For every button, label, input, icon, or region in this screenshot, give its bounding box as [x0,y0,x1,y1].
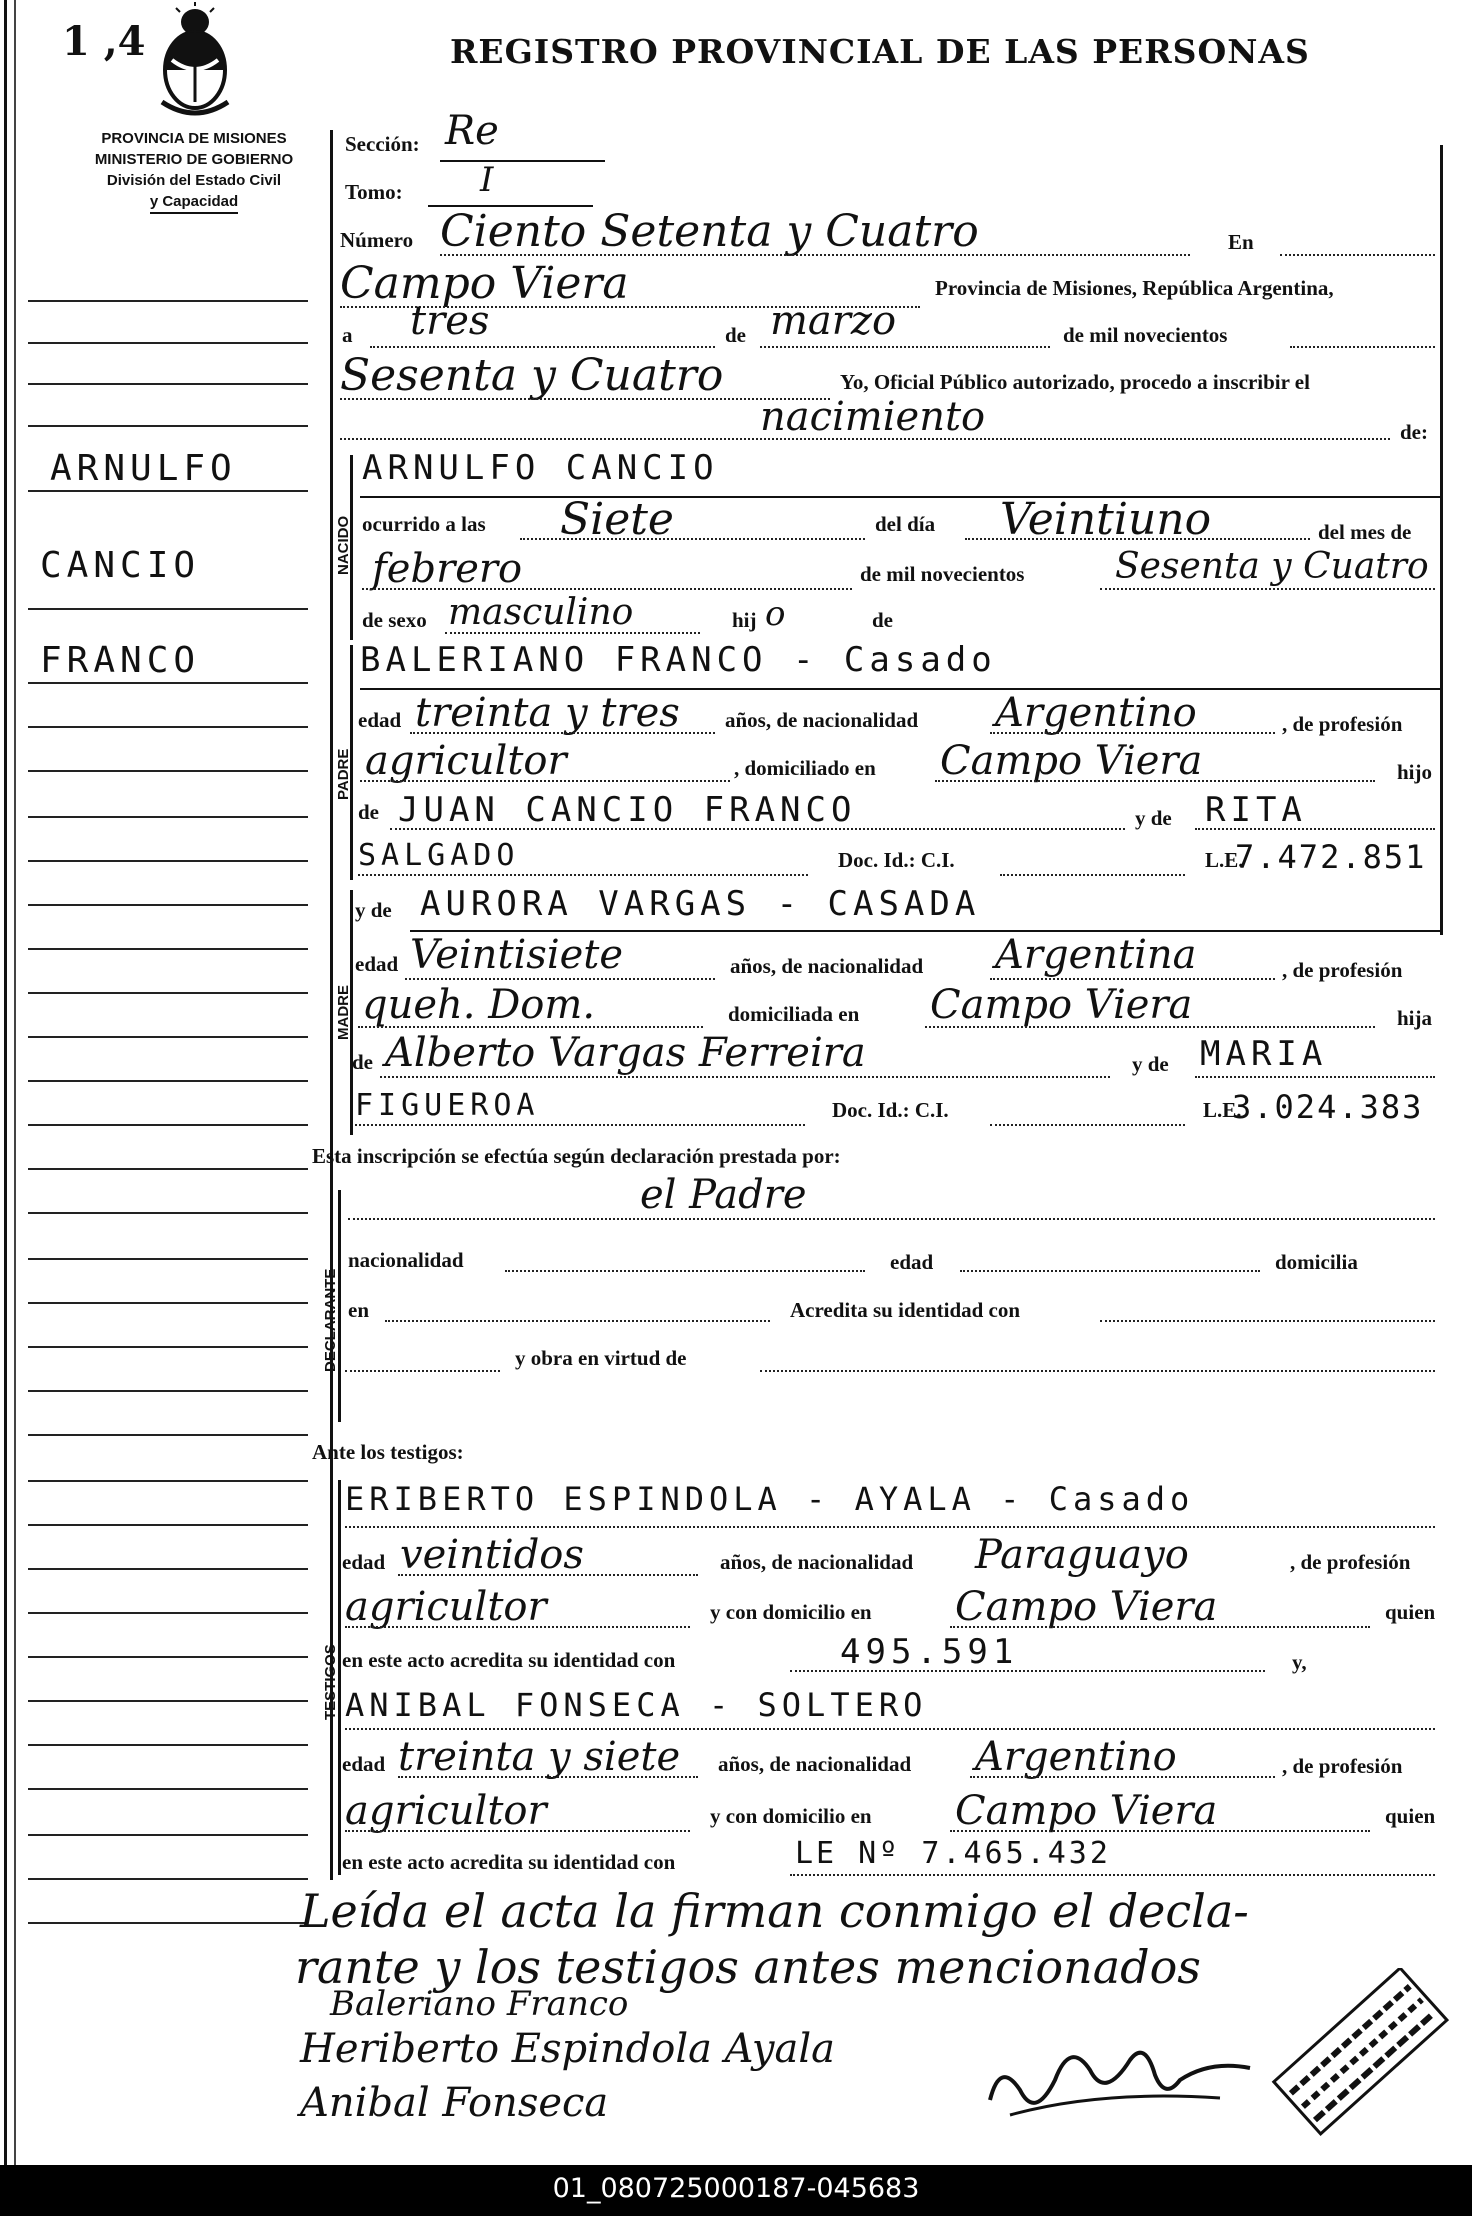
signature-testigo-2: Anibal Fonseca [300,2080,609,2126]
label-hijo: hijo [1397,760,1433,784]
label-de-sexo: de sexo [362,608,427,632]
value-lugar: Campo Viera [340,258,629,309]
value-anio-nac: Sesenta y Cuatro [1115,546,1429,587]
value-t2-dom: Campo Viera [955,1788,1218,1834]
margin-name: FRANCO [40,640,201,681]
label-edad: edad [342,1550,386,1574]
coat-of-arms-icon [150,2,240,124]
value-madre-prof: queh. Dom. [362,982,596,1028]
value-t2-edad: treinta y siete [398,1734,681,1780]
section-label-madre: MADRE [335,985,352,1040]
margin-name: CANCIO [40,545,201,586]
value-madre-edad: Veintisiete [410,932,624,978]
value-acto: nacimiento [760,394,986,440]
binding-line [14,0,16,2165]
label-testigos: Ante los testigos: [312,1440,464,1464]
field-line [1290,346,1435,348]
field-line [520,538,865,540]
label-del-dia: del día [875,512,936,536]
label-a: a [342,323,353,347]
label-nacionalidad: nacionalidad [348,1248,464,1272]
label-hija: hija [1397,1006,1433,1030]
field-line [385,1320,770,1322]
value-padre-hijo-de: JUAN CANCIO FRANCO [398,790,857,830]
label-anios-nac: años, de nacionalidad [730,954,924,978]
value-hora: Siete [560,494,674,545]
field-line [1195,1076,1435,1078]
field-line [405,978,715,980]
label-edad: edad [342,1752,386,1776]
field-line [925,1026,1375,1028]
org-line: División del Estado Civil [106,172,282,189]
label-quien: quien [1385,1600,1436,1624]
value-madre-madre-apellido: FIGUEROA [355,1088,540,1123]
label-de: de [872,608,893,632]
label-doc: Doc. Id.: C.I. [838,848,955,872]
field-line [950,1830,1370,1832]
field-line [358,1026,703,1028]
field-line [935,780,1375,782]
label-seccion: Sección: [345,132,420,156]
field-line [340,438,1390,440]
label-edad: edad [358,708,402,732]
label-y-de: y de [1135,806,1172,830]
value-t2-prof: agricultor [345,1788,547,1834]
value-madre-hija-de: Alberto Vargas Ferreira [385,1030,866,1076]
form-border [330,130,333,1880]
field-line [970,1776,1275,1778]
field-line [358,874,808,876]
field-line [1000,874,1185,876]
field-line [410,732,715,734]
field-line [440,160,605,162]
value-t2-nac: Argentino [975,1734,1177,1780]
folio-number: 1 ,4 [62,18,146,65]
field-line [790,1874,1435,1876]
field-line [362,588,852,590]
value-anio: Sesenta y Cuatro [340,350,724,401]
org-line: MINISTERIO DE GOBIERNO [94,151,294,168]
label-obra: y obra en virtud de [515,1346,687,1370]
footer-code: 01_080725000187-045683 [552,2173,920,2204]
label-del-mes: del mes de [1318,520,1412,544]
official-signature [980,2020,1260,2134]
label-con-domicilio: y con domicilio en [710,1600,872,1624]
field-line [790,1670,1265,1672]
label-en: En [1228,230,1254,254]
field-line [348,1218,1435,1220]
field-line [960,1270,1260,1272]
field-line [398,1574,698,1576]
field-line [760,346,1050,348]
label-le: L.E. [1205,848,1244,872]
org-line: PROVINCIA DE MISIONES [101,130,287,147]
label-con-domicilio: y con domicilio en [710,1804,872,1828]
label-de-profesion: , de profesión [1282,712,1403,736]
field-line [345,1370,500,1372]
field-line [390,828,1125,830]
label-anios-nac: años, de nacionalidad [718,1752,912,1776]
label-yo: Yo, Oficial Público autorizado, procedo a inscribir el [840,370,1310,394]
section-label-nacido: NACIDO [335,515,352,575]
value-padre-dom: Campo Viera [940,738,1203,784]
field-line [398,1776,698,1778]
field-line [760,1370,1435,1372]
label-y-de: y de [1132,1052,1169,1076]
label-provincia: Provincia de Misiones, República Argentina, [935,276,1334,300]
value-dia: tres [410,298,490,344]
value-madre-le: 3.024.383 [1232,1088,1424,1126]
closing-line-1: Leída el acta la firman conmigo el decla- [300,1884,1249,1938]
field-line [990,978,1275,980]
field-line [1195,828,1435,830]
value-t1-edad: veintidos [400,1532,584,1578]
official-stamp [1260,1968,1460,2152]
field-line [355,1124,805,1126]
value-tomo: I [480,160,494,200]
field-line [1100,1320,1435,1322]
field-line [360,496,1440,498]
label-quien: quien [1385,1804,1436,1828]
label-de-profesion: , de profesión [1282,1754,1403,1778]
label-de-mil-nov: de mil novecientos [860,562,1025,586]
org-line: y Capacidad [150,191,238,214]
value-mes-nac: febrero [372,546,523,592]
margin-name: ARNULFO [50,448,237,489]
value-nombre: ARNULFO CANCIO [362,448,719,488]
value-declarante: el Padre [640,1172,807,1218]
field-line [950,1626,1370,1628]
value-padre-madre: RITA [1205,790,1307,830]
value-madre-nac: Argentina [995,932,1197,978]
label-ocurrido: ocurrido a las [362,512,486,536]
label-domiciliado: , domiciliado en [734,756,876,780]
section-label-declarante: DECLARANTE [322,1268,339,1372]
value-hij-suffix: o [765,594,786,634]
field-line [440,254,1190,256]
label-le: L.E. [1203,1098,1242,1122]
value-padre-edad: treinta y tres [415,690,680,736]
value-t2-nombre: ANIBAL FONSECA - SOLTERO [345,1686,928,1724]
field-line [990,1124,1185,1126]
value-padre-le: 7.472.851 [1235,838,1427,876]
label-anios-nac: años, de nacionalidad [725,708,919,732]
value-t2-id: LE Nº 7.465.432 [795,1836,1111,1871]
label-hij: hij [732,608,757,632]
field-line [340,398,830,400]
value-mes: marzo [770,298,897,344]
section-label-testigos: TESTIGOS [322,1644,339,1720]
value-padre-nombre: BALERIANO FRANCO - Casado [360,640,997,680]
closing-line-2: rante y los testigos antes mencionados [295,1940,1201,1994]
field-line [445,632,700,634]
label-inscripcion: Esta inscripción se efectúa según declaración prestada por: [312,1144,841,1168]
value-t1-prof: agricultor [345,1584,547,1630]
label-de: de [725,323,746,347]
value-madre-dom: Campo Viera [930,982,1193,1028]
value-t1-nombre: ERIBERTO ESPINDOLA - AYALA - Casado [345,1480,1195,1518]
label-numero: Número [340,228,414,252]
value-sexo: masculino [448,592,634,633]
value-numero: Ciento Setenta y Cuatro [440,206,979,257]
label-en-acto: en este acto acredita su identidad con [342,1850,676,1874]
field-line [370,346,715,348]
field-line [345,1526,1435,1528]
value-madre-madre: MARIA [1200,1034,1328,1074]
document-title: REGISTRO PROVINCIAL DE LAS PERSONAS [450,32,1310,71]
signature-testigo-1: Heriberto Espindola Ayala [300,2026,836,2072]
label-doc: Doc. Id.: C.I. [832,1098,949,1122]
value-seccion: Re [445,108,499,154]
label-tomo: Tomo: [345,180,403,204]
value-madre-nombre: AURORA VARGAS - CASADA [420,884,981,924]
value-padre-nac: Argentino [995,690,1197,736]
field-line [990,732,1275,734]
field-line [505,1270,865,1272]
field-line [1280,254,1435,256]
field-line [345,1728,1435,1730]
field-line [345,1626,690,1628]
value-t1-dom: Campo Viera [955,1584,1218,1630]
label-edad: edad [890,1250,934,1274]
field-line [965,538,1310,540]
label-de: de [352,1050,373,1074]
label-en-acto: en este acto acredita su identidad con [342,1648,676,1672]
label-edad: edad [355,952,399,976]
signature-padre: Baleriano Franco [330,1984,629,2024]
field-line [380,1076,1110,1078]
label-domiciliada: domiciliada en [728,1002,860,1026]
label-y-de: y de [355,898,392,922]
value-t1-id: 495.591 [840,1632,1019,1672]
label-acredita: Acredita su identidad con [790,1298,1021,1322]
field-line [1100,588,1435,590]
field-line [360,780,730,782]
section-label-padre: PADRE [335,748,352,800]
org-block [72,128,316,214]
label-domicilia: domicilia [1275,1250,1358,1274]
label-anios-nac: años, de nacionalidad [720,1550,914,1574]
label-mil-novecientos: de mil novecientos [1063,323,1228,347]
value-padre-madre-apellido: SALGADO [358,838,520,873]
label-en: en [348,1298,369,1322]
label-de-profesion: , de profesión [1282,958,1403,982]
binding-line [4,0,7,2165]
value-padre-prof: agricultor [365,738,567,784]
label-de-profesion: , de profesión [1290,1550,1411,1574]
field-line [345,1830,690,1832]
label-de-colon: de: [1400,420,1428,444]
label-y: y, [1292,1650,1307,1674]
value-t1-nac: Paraguayo [975,1532,1189,1578]
label-de: de [358,800,379,824]
form-border-right [1440,145,1443,935]
value-dia-nac: Veintiuno [1000,494,1212,545]
